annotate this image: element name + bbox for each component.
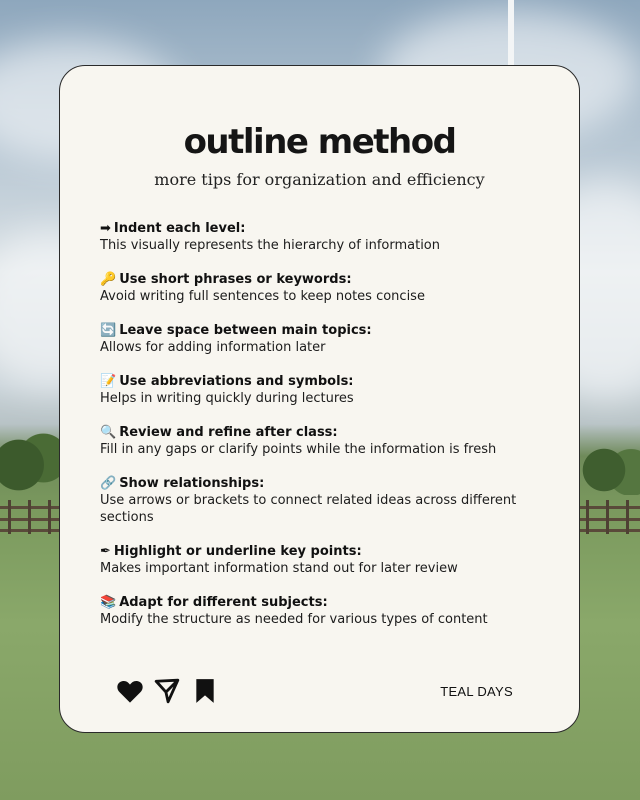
tip-item [100, 594, 540, 628]
content-card [59, 65, 580, 733]
books-icon: 📚 [100, 595, 117, 610]
tip-heading [100, 475, 540, 492]
tip-heading-text: Review and refine after class: [119, 425, 338, 440]
tip-heading [100, 424, 540, 441]
tip-heading-text: Leave space between main topics: [119, 323, 372, 338]
memo-icon: 📝 [100, 374, 117, 389]
trees [580, 445, 640, 495]
tip-body: Makes important information stand out for later review [100, 561, 458, 576]
tip-heading-text: Highlight or underline key points: [113, 544, 362, 559]
tip-heading [100, 373, 540, 390]
link-icon: 🔗 [100, 476, 117, 491]
page-subtitle: more tips for organization and efficiency [154, 170, 485, 189]
tip-heading [100, 594, 540, 611]
tip-item [100, 543, 540, 577]
magnifier-icon: 🔍 [100, 425, 117, 440]
tip-heading-text: Adapt for different subjects: [119, 595, 328, 610]
tip-item [100, 322, 540, 356]
tip-heading [100, 271, 540, 288]
tip-heading-text: Show relationships: [119, 476, 265, 491]
tip-item [100, 373, 540, 407]
tip-body: Avoid writing full sentences to keep notes concise [100, 289, 425, 304]
brand-name: TEAL DAYS [440, 684, 513, 699]
tip-item [100, 271, 540, 305]
tip-item [100, 475, 540, 526]
tip-heading [100, 543, 540, 560]
tip-body: Use arrows or brackets to connect related ideas across different sections [100, 493, 517, 525]
tip-heading [100, 322, 540, 339]
fence [0, 500, 60, 534]
send-icon[interactable] [154, 678, 180, 704]
bookmark-icon[interactable] [194, 678, 216, 704]
page-title: outline method [183, 122, 456, 162]
arrow-right-icon: ➡ [100, 221, 111, 236]
pen-icon: ✒ [100, 544, 111, 559]
tip-body: Allows for adding information later [100, 340, 326, 355]
tip-item [100, 220, 540, 254]
refresh-icon: 🔄 [100, 323, 117, 338]
key-icon: 🔑 [100, 272, 117, 287]
tip-body: Helps in writing quickly during lectures [100, 391, 354, 406]
tip-body: Modify the structure as needed for various types of content [100, 612, 488, 627]
flag-pole [508, 0, 514, 70]
tip-heading-text: Indent each level: [113, 221, 246, 236]
tip-item [100, 424, 540, 458]
tip-heading-text: Use abbreviations and symbols: [119, 374, 354, 389]
heart-icon[interactable] [116, 678, 144, 704]
tip-body: This visually represents the hierarchy of information [100, 238, 440, 253]
tip-heading-text: Use short phrases or keywords: [119, 272, 352, 287]
fence [580, 500, 640, 534]
tip-body: Fill in any gaps or clarify points while the information is fresh [100, 442, 497, 457]
trees [0, 430, 62, 500]
tip-heading [100, 220, 540, 237]
